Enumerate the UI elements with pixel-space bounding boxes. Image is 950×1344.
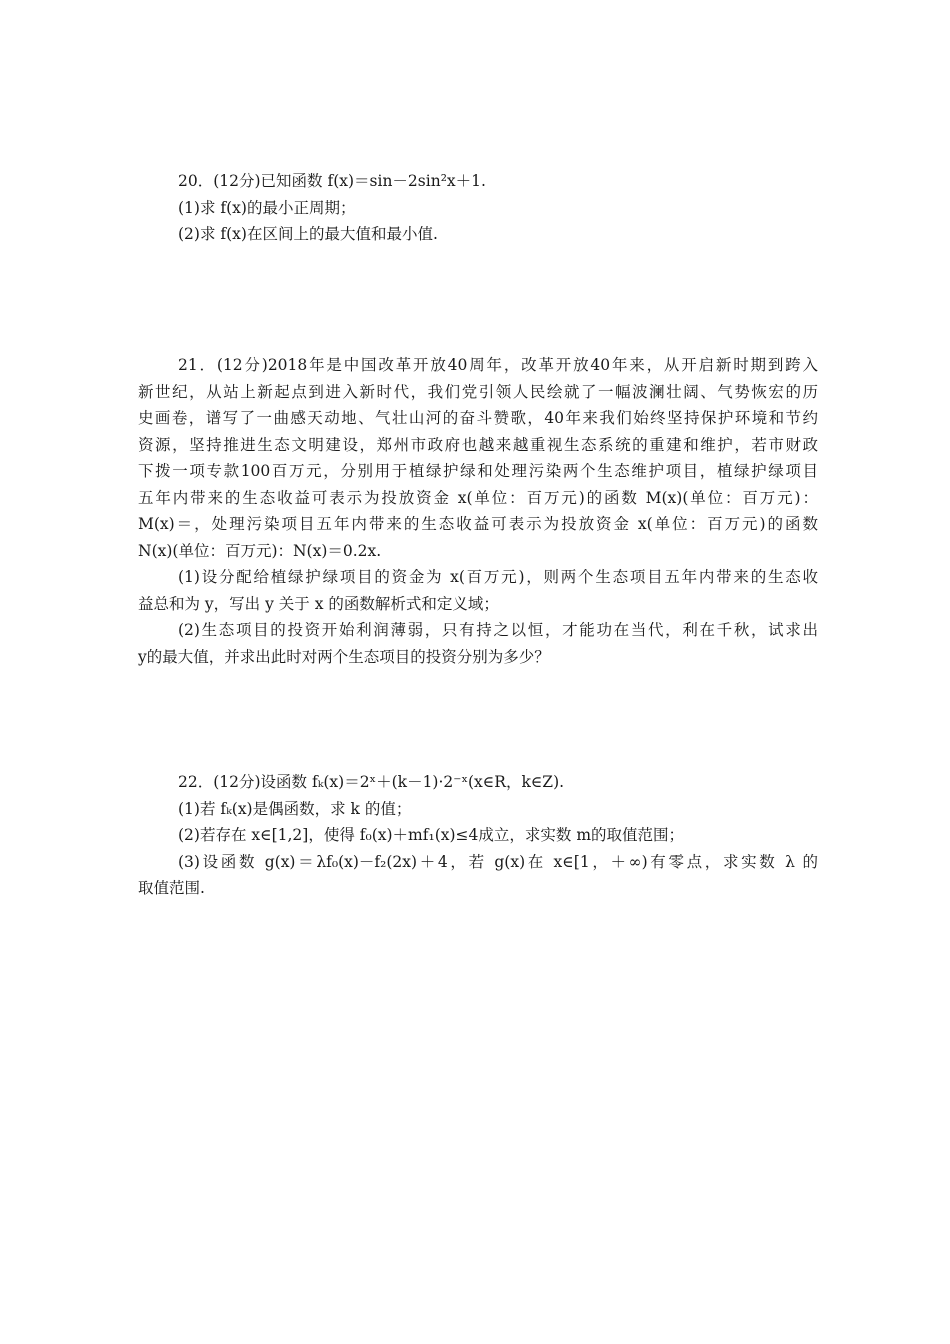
problem-20-part-2: (2)求 f(x)在区间上的最大值和最小值.	[178, 225, 438, 243]
problem-20	[138, 168, 818, 248]
problem-21-stem-line: 21．(12分)2018年是中国改革开放40周年，改革开放40年来，从开启新时期到跨入	[178, 356, 818, 374]
problem-22-stem: 22．(12分)设函数 fₖ(x)＝2ˣ＋(k－1)·2⁻ˣ(x∈R，k∈Z).	[178, 773, 565, 791]
problem-21-part-1-cont: 益总和为 y，写出 y 关于 x 的函数解析式和定义域；	[138, 594, 499, 613]
problem-21-part-1: (1)设分配给植绿护绿项目的资金为 x(百万元)，则两个生态项目五年内带来的生态收	[178, 568, 818, 586]
problem-21-part-2-cont: y的最大值，并求出此时对两个生态项目的投资分别为多少？	[138, 647, 550, 666]
problem-21-stem-line: 下拨一项专款100百万元，分别用于植绿护绿和处理污染两个生态维护项目，植绿护绿项目	[138, 462, 818, 480]
problem-20-stem: 20．(12分)已知函数 f(x)＝sin－2sin²x＋1.	[178, 172, 486, 190]
problem-21-part-2: (2)生态项目的投资开始利润薄弱，只有持之以恒，才能功在当代，利在千秋，试求出	[178, 621, 818, 639]
problem-22-part-2: (2)若存在 x∈[1,2]，使得 f₀(x)＋mf₁(x)≤4成立，求实数 m的取值范围；	[178, 826, 685, 844]
problem-21-stem-line: N(x)(单位：百万元)：N(x)＝0.2x.	[138, 541, 382, 560]
problem-21-stem-line: 五年内带来的生态收益可表示为投放资金 x(单位：百万元)的函数 M(x)(单位：百万元)：	[138, 488, 818, 507]
problem-21-stem-line: 资源，坚持推进生态文明建设，郑州市政府也越来越重视生态系统的重建和维护，若市财政	[138, 435, 818, 454]
problem-20-part-1: (1)求 f(x)的最小正周期；	[178, 198, 356, 217]
problem-22	[138, 769, 818, 902]
problem-22-part-3-cont: 取值范围.	[138, 879, 205, 897]
problem-22-part-3: (3)设函数 g(x)＝λf₀(x)－f₂(2x)＋4，若 g(x)在 x∈[1，＋∞)有零点，求实数 λ 的	[178, 852, 818, 871]
problem-21-stem-line: 新世纪，从站上新起点到进入新时代，我们党引领人民绘就了一幅波澜壮阔、气势恢宏的历	[138, 382, 818, 401]
problem-22-part-1: (1)若 fₖ(x)是偶函数，求 k 的值；	[178, 799, 412, 818]
problem-21-stem-line: 史画卷，谱写了一曲感天动地、气壮山河的奋斗赞歌，40年来我们始终坚持保护环境和节约	[138, 409, 818, 427]
problem-21	[138, 352, 818, 670]
problem-21-stem-line: M(x)＝，处理污染项目五年内带来的生态收益可表示为投放资金 x(单位：百万元)的函数	[138, 515, 818, 533]
